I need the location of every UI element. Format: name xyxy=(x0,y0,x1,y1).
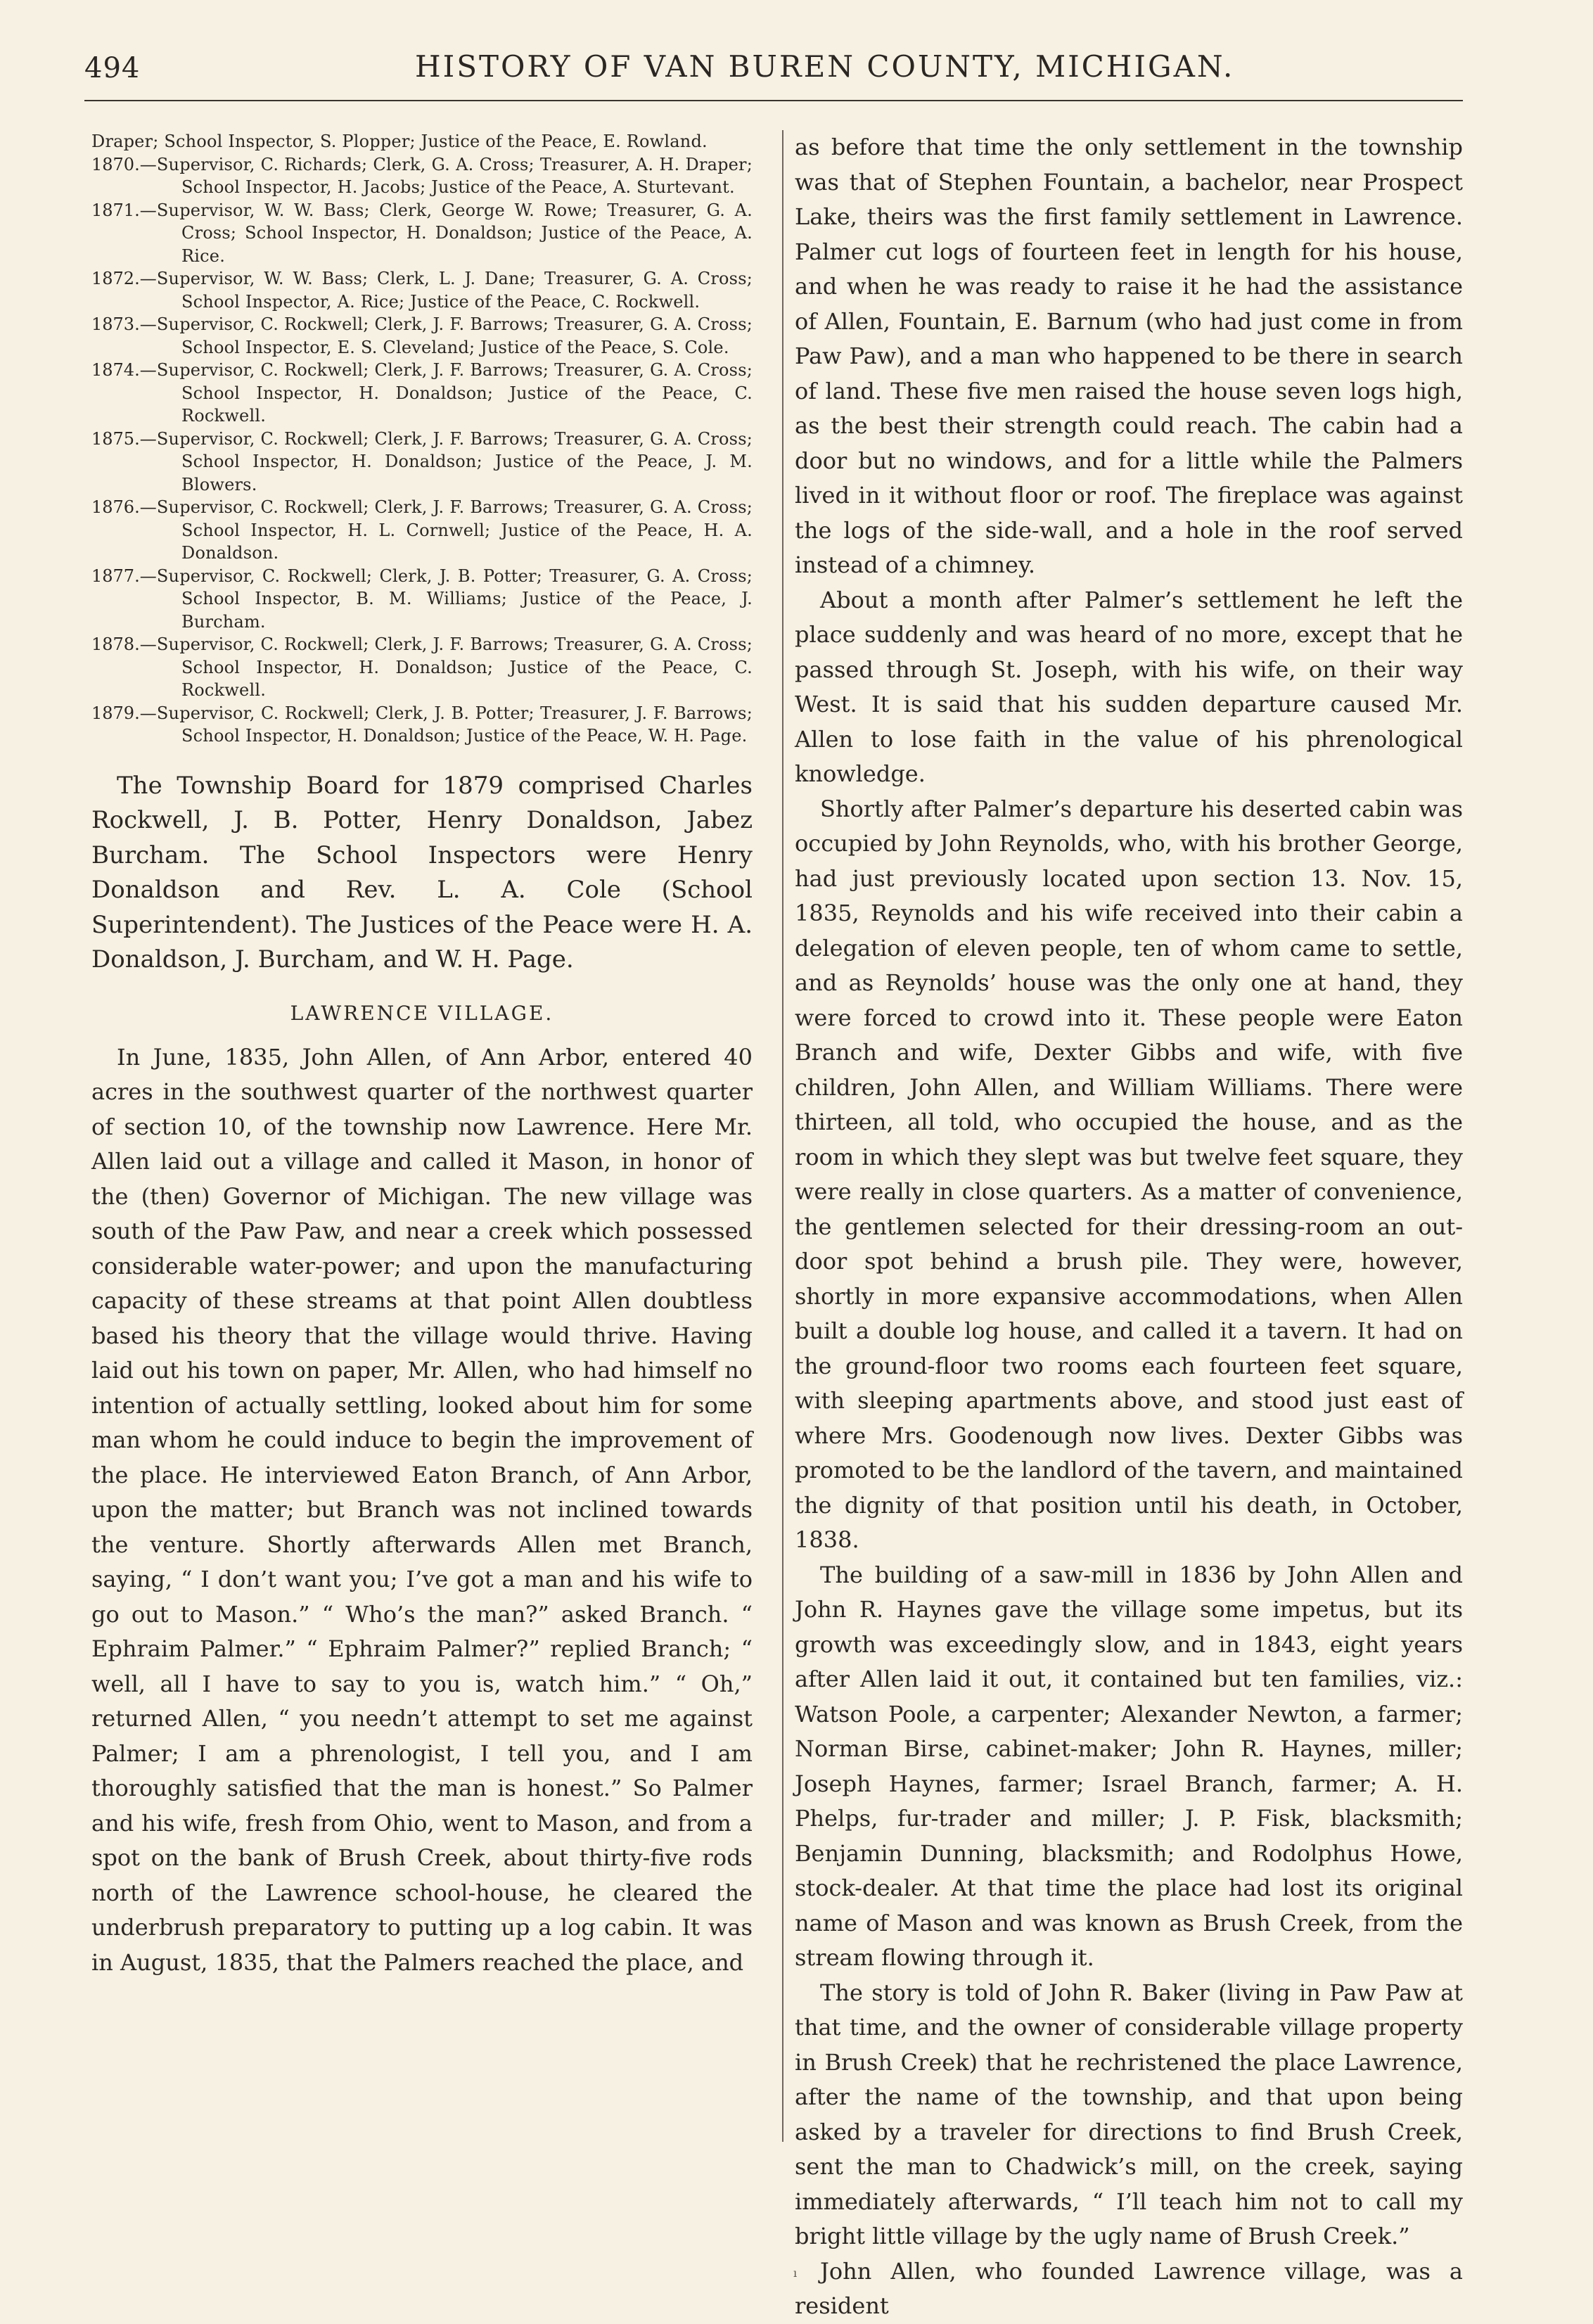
officer-entry-text: —Supervisor, C. Rockwell; Clerk, J. B. Potter; Treasurer, G. A. Cross; School Inspector, B. M. Williams; Justice of the Peace, J. Burcham. xyxy=(139,566,753,632)
officer-entry xyxy=(91,130,753,153)
officer-year: 1870. xyxy=(91,154,140,174)
officer-year: 1871. xyxy=(91,200,140,220)
body-paragraph: Shortly after Palmer’s departure his deserted cabin was occupied by John Reynolds, who, with his brother George, had just previously located upon section 13. Nov. 15, 1835, Reynolds and his wife received into their cabin a delegation of eleven people, ten of whom came to settle, and as Reynolds’ house was the only one at hand, they were forced to crowd into it. These people were Eaton Branch and wife, Dexter Gibbs and wife, with five children, John Allen, and William Williams. There were thirteen, all told, who occupied the house, and as the room in which they slept was but twelve feet square, they were really in close quarters. As a matter of convenience, the gentlemen selected for their dressing-room an out-door spot behind a brush pile. They were, however, shortly in more expansive accommodations, when Allen built a double log house, and called it a tavern. It had on the ground-floor two rooms each fourteen feet square, with sleeping apartments above, and stood just east of where Mrs. Goodenough now lives. Dexter Gibbs was promoted to be the landlord of the tavern, and maintained the dignity of that position until his death, in October, 1838. xyxy=(795,795,1463,1553)
body-paragraph: The building of a saw-mill in 1836 by John Allen and John R. Haynes gave the village some impetus, but its growth was exceedingly slow, and in 1843, eight years after Allen laid it out, it contained but ten families, viz.: Watson Poole, a carpenter; Alexander Newton, a farmer; Norman Birse, cabinet-maker; John R. Haynes, miller; Joseph Haynes, farmer; Israel Branch, farmer; A. H. Phelps, fur-trader and miller; J. P. Fisk, blacksmith; Benjamin Dunning, blacksmith; and Rodolphus Howe, stock-dealer. At that time the place had lost its original name of Mason and was known as Brush Creek, from the stream flowing through it. xyxy=(795,1561,1463,1971)
officer-year: 1876. xyxy=(91,497,140,517)
officer-list xyxy=(91,130,753,748)
officer-year: 1878. xyxy=(91,634,140,654)
officer-year: 1872. xyxy=(91,269,140,288)
right-column xyxy=(795,130,1463,2324)
header-rule xyxy=(84,100,1463,101)
section-heading: LAWRENCE VILLAGE. xyxy=(290,1001,554,1025)
footer-mark: ı xyxy=(793,2266,798,2280)
running-title: HISTORY OF VAN BUREN COUNTY, MICHIGAN. xyxy=(415,49,1235,84)
officer-entry xyxy=(91,496,753,565)
township-board-paragraph: The Township Board for 1879 comprised Charles Rockwell, J. B. Potter, Henry Donaldson, Jabez Burcham. The School Inspectors were Henry Donaldson and Rev. L. A. Cole (School Superintendent). The Justices of the Peace were H. A. Donaldson, J. Burcham, and W. H. Page. xyxy=(91,771,753,973)
page-header xyxy=(84,49,1463,98)
page-number: 494 xyxy=(84,52,141,84)
officer-entry-text: —Supervisor, C. Rockwell; Clerk, J. F. Barrows; Treasurer, G. A. Cross; School Inspector, H. Donaldson; Justice of the Peace, C. Rockwell. xyxy=(139,634,753,700)
officer-entry-text: —Supervisor, C. Rockwell; Clerk, J. F. Barrows; Treasurer, G. A. Cross; School Inspector, H. L. Cornwell; Justice of the Peace, H. A. Donaldson. xyxy=(139,497,753,563)
officer-entry xyxy=(91,565,753,634)
officer-entry xyxy=(91,267,753,313)
officer-year: 1875. xyxy=(91,428,140,449)
officer-year: 1874. xyxy=(91,360,140,380)
left-column xyxy=(91,130,753,1980)
officer-entry xyxy=(91,359,753,428)
officer-entry-text: —Supervisor, W. W. Bass; Clerk, George W. Rowe; Treasurer, G. A. Cross; School Inspector, H. Donaldson; Justice of the Peace, A. Rice. xyxy=(139,200,753,266)
officer-entry-text: —Supervisor, C. Rockwell; Clerk, J. F. Barrows; Treasurer, G. A. Cross; School Inspector, E. S. Cleveland; Justice of the Peace, S. Cole. xyxy=(139,314,753,357)
officer-entry-text: Draper; School Inspector, S. Plopper; Justice of the Peace, E. Rowland. xyxy=(91,132,708,151)
column-divider xyxy=(782,130,783,2142)
officer-entry xyxy=(91,702,753,748)
officer-entry-text: —Supervisor, C. Richards; Clerk, G. A. Cross; Treasurer, A. H. Draper; School Inspector, H. Jacobs; Justice of the Peace, A. Sturtevant. xyxy=(139,154,753,197)
officer-entry-text: —Supervisor, C. Rockwell; Clerk, J. F. Barrows; Treasurer, G. A. Cross; School Inspector, H. Donaldson; Justice of the Peace, C. Rockwell. xyxy=(139,360,753,426)
body-paragraph: as before that time the only settlement in the township was that of Stephen Fountain, a bachelor, near Prospect Lake, theirs was the first family settlement in Lawrence. Palmer cut logs of fourteen feet in length for his house, and when he was ready to raise it he had the assistance of Allen, Fountain, E. Barnum (who had just come in from Paw Paw), and a man who happened to be there in search of land. These five men raised the house seven logs high, as the best their strength could reach. The cabin had a door but no windows, and for a little while the Palmers lived in it without floor or roof. The fireplace was against the logs of the side-wall, and a hole in the roof served instead of a chimney. xyxy=(795,134,1463,578)
officer-entry xyxy=(91,313,753,359)
body-paragraph: About a month after Palmer’s settlement he left the place suddenly and was heard of no more, except that he passed through St. Joseph, with his wife, on their way West. It is said that his sudden departure caused Mr. Allen to lose faith in the value of his phrenological knowledge. xyxy=(795,586,1463,787)
officer-entry-text: —Supervisor, C. Rockwell; Clerk, J. F. Barrows; Treasurer, G. A. Cross; School Inspector, H. Donaldson; Justice of the Peace, J. M. Blowers. xyxy=(139,428,753,494)
body-paragraph: John Allen, who founded Lawrence village, was a resident xyxy=(795,2257,1463,2319)
body-paragraph: In June, 1835, John Allen, of Ann Arbor, entered 40 acres in the southwest quarter of the northwest quarter of section 10, of the township now Lawrence. Here Mr. Allen laid out a village and called it Mason, in honor of the (then) Governor of Michigan. The new village was south of the Paw Paw, and near a creek which possessed considerable water-power; and upon the manufacturing capacity of these streams at that point Allen doubtless based his theory that the village would thrive. Having laid out his town on paper, Mr. Allen, who had himself no intention of actually settling, looked about him for some man whom he could induce to begin the improvement of the place. He interviewed Eaton Branch, of Ann Arbor, upon the matter; but Branch was not inclined towards the venture. Shortly afterwards Allen met Branch, saying, “ I don’t want you; I’ve got a man and his wife to go out to Mason.” “ Who’s the man?” asked Branch. “ Ephraim Palmer.” “ Ephraim Palmer?” replied Branch; “ well, all I have to say to you is, watch him.” “ Oh,” returned Allen, “ you needn’t attempt to set me against Palmer; I am a phrenologist, I tell you, and I am thoroughly satisfied that the man is honest.” So Palmer and his wife, fresh from Ohio, went to Mason, and from a spot on the bank of Brush Creek, about thirty-five rods north of the Lawrence school-house, he cleared the underbrush preparatory to putting up a log cabin. It was in August, 1835, that the Palmers reached the place, and xyxy=(91,1043,753,1976)
officer-year: 1879. xyxy=(91,703,140,723)
officer-year: 1873. xyxy=(91,314,140,334)
officer-year: 1877. xyxy=(91,566,140,586)
officer-entry xyxy=(91,199,753,268)
officer-entry xyxy=(91,428,753,497)
officer-entry xyxy=(91,633,753,702)
officer-entry-text: —Supervisor, W. W. Bass; Clerk, L. J. Dane; Treasurer, G. A. Cross; School Inspector, A. Rice; Justice of the Peace, C. Rockwell. xyxy=(139,269,753,312)
officer-entry-text: —Supervisor, C. Rockwell; Clerk, J. B. Potter; Treasurer, J. F. Barrows; School Inspector, H. Donaldson; Justice of the Peace, W. H. Page. xyxy=(139,703,753,746)
officer-entry xyxy=(91,153,753,199)
body-paragraph: The story is told of John R. Baker (living in Paw Paw at that time, and the owner of considerable village property in Brush Creek) that he rechristened the place Lawrence, after the name of the township, and that upon being asked by a traveler for directions to find Brush Creek, sent the man to Chadwick’s mill, on the creek, saying immediately afterwards, “ I’ll teach him not to call my bright little village by the ugly name of Brush Creek.” xyxy=(795,1979,1463,2249)
